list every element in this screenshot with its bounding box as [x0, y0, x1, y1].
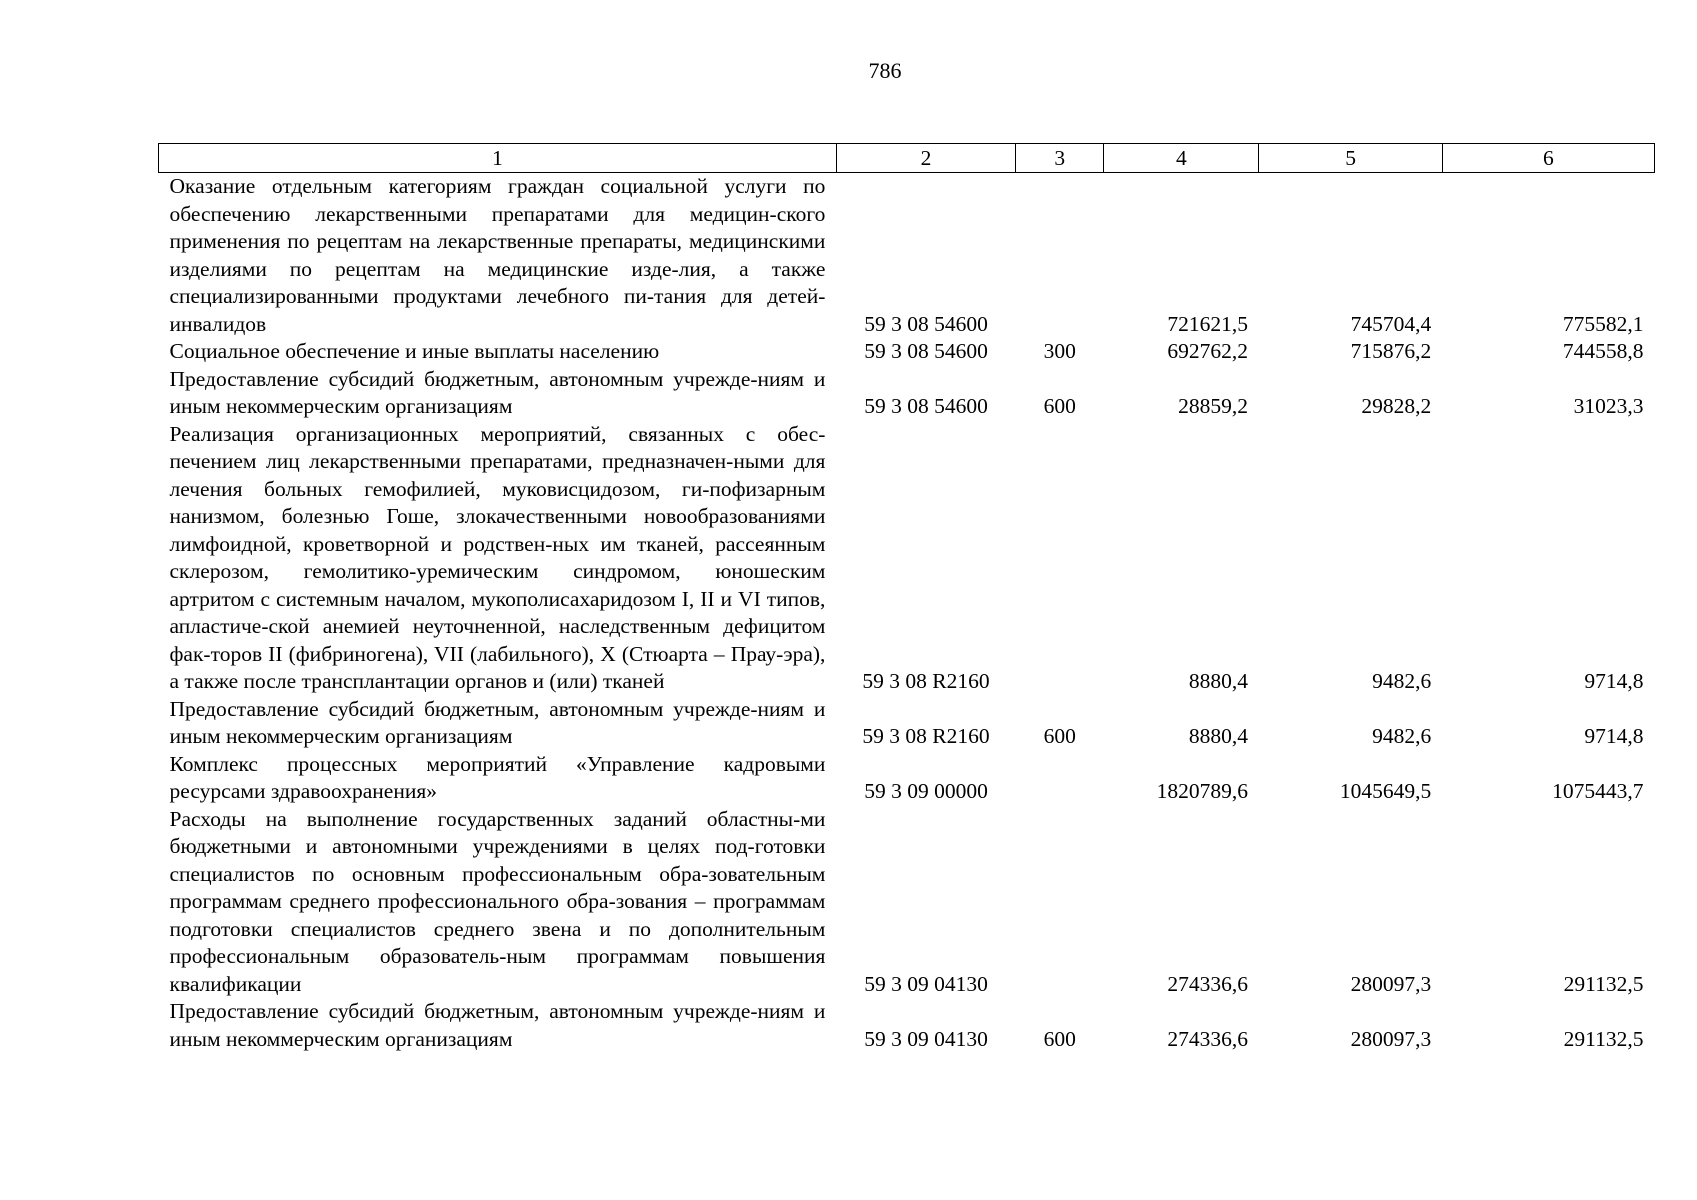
table-row — [159, 998, 1655, 1053]
row-code: 59 3 08 54600 — [864, 311, 988, 336]
table-row — [159, 696, 1655, 751]
row-name: Предоставление субсидий бюджетным, автономным учрежде-ниям и иным некоммерческим организациям — [169, 696, 826, 748]
table-row — [159, 806, 1655, 999]
row-value-3: 9714,8 — [1584, 724, 1644, 748]
table-body — [159, 173, 1655, 1054]
row-value-2: 715876,2 — [1350, 339, 1432, 363]
row-value-1: 274336,6 — [1167, 1026, 1248, 1051]
row-type — [1016, 751, 1104, 806]
row-name: Комплекс процессных мероприятий «Управление кадровыми ресурсами здравоохранения» — [169, 751, 826, 803]
row-type: 600 — [1043, 394, 1076, 418]
row-name: Социальное обеспечение и иные выплаты населению — [169, 339, 660, 363]
row-name: Реализация организационных мероприятий, связанных с обес-печением лиц лекарственными препаратами, предназначен-ными для лечения больных гемофилией, муковисцидозом, ги-пофизарным нанизмом, болезнью Гоше, злокачественными новообразованиями лимфоидной, кроветворной и родствен-ных им тканей, рассеянным склерозом, гемолитико-уремическим синдромом, юношеским артритом с системным началом, мукополисахаридозом I, II и VI типов, апластиче-ской анемией неуточненной, наследственным дефицитом фак-торов II (фибриногена), VII (лабильного), X (Стюарта – Прау-эра), а также после трансплантации органов и (или) тканей — [169, 421, 826, 693]
row-value-2: 280097,3 — [1350, 1026, 1432, 1051]
row-code: 59 3 09 04130 — [864, 1026, 988, 1051]
row-code: 59 3 08 54600 — [864, 339, 988, 363]
header-row — [159, 144, 1655, 173]
budget-table — [158, 143, 1655, 1053]
row-value-1: 1820789,6 — [1156, 779, 1248, 803]
row-type: 600 — [1043, 724, 1076, 748]
table-row — [159, 421, 1655, 696]
row-value-2: 9482,6 — [1372, 724, 1432, 748]
row-value-2: 29828,2 — [1361, 394, 1432, 418]
row-name: Предоставление субсидий бюджетным, автономным учрежде-ниям и иным некоммерческим организациям — [169, 999, 826, 1051]
row-type — [1016, 421, 1104, 696]
header-col-6: 6 — [1442, 144, 1654, 173]
table-row — [159, 338, 1655, 366]
table-row — [159, 173, 1655, 339]
row-name: Предоставление субсидий бюджетным, автономным учрежде-ниям и иным некоммерческим организациям — [169, 366, 826, 418]
row-code: 59 3 08 R2160 — [862, 724, 990, 748]
row-type: 300 — [1043, 339, 1076, 363]
row-code: 59 3 08 R2160 — [862, 669, 990, 693]
row-value-3: 291132,5 — [1563, 1026, 1644, 1051]
row-value-3: 775582,1 — [1562, 311, 1644, 336]
table-header — [159, 144, 1655, 173]
row-value-1: 721621,5 — [1167, 311, 1248, 336]
row-code: 59 3 09 04130 — [864, 971, 988, 996]
row-value-2: 745704,4 — [1350, 311, 1432, 336]
row-value-1: 28859,2 — [1178, 394, 1248, 418]
row-value-2: 1045649,5 — [1339, 779, 1432, 803]
header-col-1: 1 — [159, 144, 837, 173]
row-code: 59 3 09 00000 — [864, 779, 988, 803]
row-name: Оказание отдельным категориям граждан социальной услуги по обеспечению лекарственными препаратами для медицин-ского применения по рецептам на лекарственные препараты, медицинскими изделиями по рецептам на медицинские изде-лия, а также специализированными продуктами лечебного пи-тания для детей-инвалидов — [169, 174, 826, 336]
row-name: Расходы на выполнение государственных заданий областны-ми бюджетными и автономными учреждениями в целях под-готовки специалистов по основным профессиональным обра-зовательным программам среднего профессионального обра-зования – программам подготовки специалистов среднего звена и по дополнительным профессиональным образователь-ным программам повышения квалификации — [169, 806, 826, 996]
row-value-1: 692762,2 — [1167, 339, 1248, 363]
table-row — [159, 751, 1655, 806]
row-value-2: 280097,3 — [1350, 971, 1432, 996]
row-type — [1016, 806, 1104, 999]
row-value-1: 8880,4 — [1188, 724, 1248, 748]
header-col-4: 4 — [1104, 144, 1259, 173]
header-col-5: 5 — [1259, 144, 1442, 173]
row-value-3: 744558,8 — [1562, 339, 1644, 363]
header-col-3: 3 — [1016, 144, 1104, 173]
row-value-3: 1075443,7 — [1552, 779, 1644, 803]
row-value-3: 9714,8 — [1584, 669, 1644, 693]
row-type — [1016, 173, 1104, 339]
row-value-3: 31023,3 — [1573, 394, 1644, 418]
row-value-1: 274336,6 — [1167, 971, 1248, 996]
table-row — [159, 366, 1655, 421]
row-code: 59 3 08 54600 — [864, 394, 988, 418]
row-value-2: 9482,6 — [1372, 669, 1432, 693]
row-type: 600 — [1043, 1026, 1076, 1051]
row-value-1: 8880,4 — [1188, 669, 1248, 693]
page-number: 786 — [868, 58, 902, 83]
header-col-2: 2 — [836, 144, 1015, 173]
row-value-3: 291132,5 — [1563, 971, 1644, 996]
